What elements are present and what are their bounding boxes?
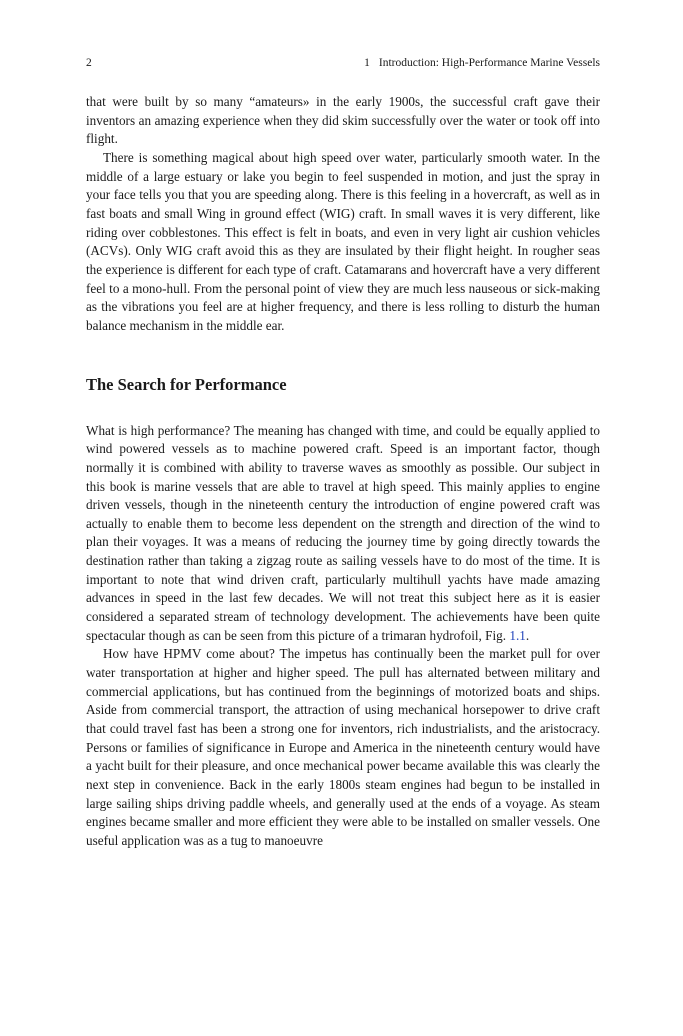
- page-number: 2: [86, 57, 92, 69]
- figure-reference-link[interactable]: 1.1: [509, 627, 526, 643]
- page-body: [86, 93, 600, 851]
- paragraph-high-performance: [86, 422, 600, 646]
- running-header: [86, 55, 600, 71]
- section-heading: The Search for Performance: [86, 374, 287, 394]
- chapter-number: 1: [364, 57, 370, 69]
- paragraph-text: What is high performance? The meaning has changed with time, and could be equally applied to wind powered vessels as to machine powered craft. Speed is an important factor, though normally it is combined with ability to traverse waves as smoothly as possible. Our subject in this book is marine vessels that are able to travel at high speed. This mainly applies to engine driven vessels, though in the nineteenth century the introduction of engine powered craft was actually to enable them to become less dependent on the strength and direction of the wind to plan their voyages. It was a means of reducing the journey time by going directly towards the destination rather than taking a zigzag route as sailing vessels have to do most of the time. It is important to note that wind driven craft, particularly multihull yachts have made amazing advances in speed in the last few decades. We will not treat this subject here as it is easier considered a separated stream of technology development. The achievements have been quite spectacular though as can be seen from this picture of a trimaran hydrofoil, Fig.: [86, 422, 600, 643]
- paragraph-hpmv-origins: How have HPMV come about? The impetus has continually been the market pull for over water transportation at higher and higher speed. The pull has alternated between military and commercial applications, but has continued from the beginnings of motorized boats and ships. Aside from commercial transport, the attraction of using mechanical horsepower to drive craft that could travel fast has been a strong one for inventors, rich industrialists, and the aristocracy. Persons or families of significance in Europe and America in the nineteenth century would have a yacht built for their pleasure, and once mechanical power became available this was clearly the next step in convenience. Back in the early 1800s steam engines had begun to be installed in large sailing ships driving paddle wheels, and generally used at the ends of a voyage. As steam engines became smaller and more efficient they were able to be installed on smaller vessels. One useful application was as a tug to manoeuvre: [86, 646, 600, 848]
- paragraph-end-punctuation: .: [525, 627, 530, 643]
- chapter-title: Introduction: High-Performance Marine Vessels: [378, 57, 600, 69]
- paragraph-magic-of-speed: There is something magical about high speed over water, particularly smooth water. In the middle of a large estuary or lake you begin to feel suspended in motion, and just the spray in your face tells you that you are speeding along. There is this feeling in a hovercraft, as well as in fast boats and small Wing in ground effect (WIG) craft. In small waves it is very different, like riding over cobblestones. This effect is felt in boats, and even in very light air cushion vehicles (ACVs). Only WIG craft avoid this as they are insulated by their flight height. In rougher seas the experience is different for each type of craft. Catamarans and hovercraft have a very different feel to a mono-hull. From the personal point of view they are much less nauseous or sick-making as the vibrations you feel are at higher frequency, and there is less rolling to disturb the human balance mechanism in the middle ear.: [86, 149, 600, 333]
- running-head: [364, 55, 600, 71]
- paragraph-continued: that were built by so many “amateurs» in the early 1900s, the successful craft gave their inventors an amazing experience when they did skim successfully over the water or took off into flight.: [86, 94, 600, 147]
